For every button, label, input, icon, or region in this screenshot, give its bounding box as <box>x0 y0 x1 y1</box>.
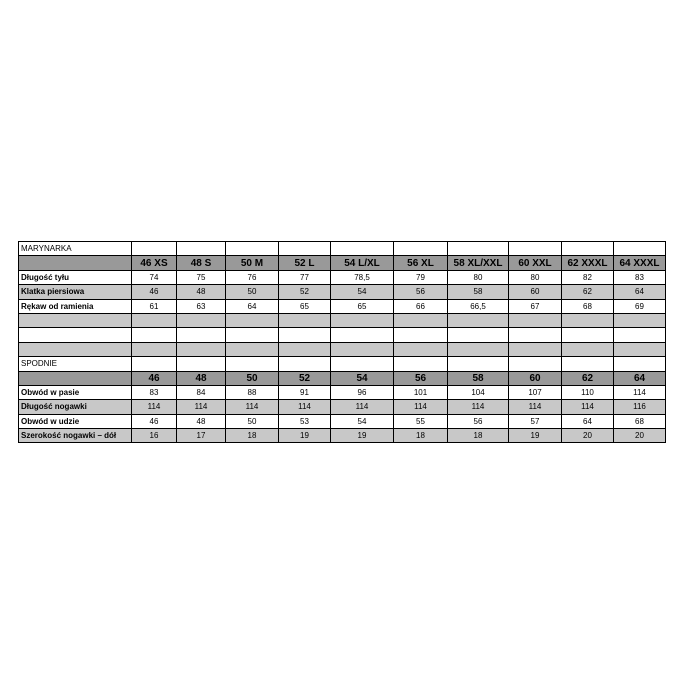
spodnie-measurement-value: 17 <box>177 429 226 443</box>
spodnie-measurement-value: 114 <box>394 400 448 414</box>
spodnie-measurement-value: 68 <box>614 414 666 428</box>
empty-cell <box>279 242 331 256</box>
spodnie-size-header: 48 <box>177 371 226 385</box>
empty-cell <box>614 313 666 327</box>
empty-cell <box>177 313 226 327</box>
marynarka-size-header-row <box>19 256 666 270</box>
empty-cell <box>132 357 177 371</box>
marynarka-measurement-label: Rękaw od ramienia <box>19 299 132 313</box>
empty-cell <box>614 328 666 342</box>
marynarka-measurement-value: 82 <box>562 270 614 284</box>
marynarka-size-header: 54 L/XL <box>331 256 394 270</box>
empty-cell <box>394 328 448 342</box>
marynarka-measurement-value: 78,5 <box>331 270 394 284</box>
empty-cell <box>132 242 177 256</box>
empty-cell <box>448 357 509 371</box>
empty-cell <box>177 342 226 356</box>
marynarka-measurement-value: 54 <box>331 285 394 299</box>
marynarka-measurement-value: 83 <box>614 270 666 284</box>
empty-cell <box>19 342 132 356</box>
spodnie-measurement-label: Obwód w udzie <box>19 414 132 428</box>
marynarka-measurement-value: 64 <box>614 285 666 299</box>
empty-cell <box>132 342 177 356</box>
spodnie-size-header: 54 <box>331 371 394 385</box>
marynarka-measurement-value: 50 <box>226 285 279 299</box>
marynarka-size-header: 60 XXL <box>509 256 562 270</box>
spodnie-size-header: 50 <box>226 371 279 385</box>
marynarka-measurement-value: 80 <box>448 270 509 284</box>
size-chart-table <box>18 241 666 443</box>
empty-cell <box>394 242 448 256</box>
marynarka-size-header: 56 XL <box>394 256 448 270</box>
empty-cell <box>226 242 279 256</box>
empty-cell <box>331 357 394 371</box>
empty-cell <box>394 313 448 327</box>
empty-cell <box>394 342 448 356</box>
empty-cell <box>226 313 279 327</box>
spodnie-measurement-value: 114 <box>279 400 331 414</box>
empty-cell <box>177 357 226 371</box>
spodnie-measurement-value: 53 <box>279 414 331 428</box>
spodnie-measurement-value: 107 <box>509 385 562 399</box>
empty-cell <box>331 242 394 256</box>
empty-cell <box>331 313 394 327</box>
marynarka-measurement-value: 52 <box>279 285 331 299</box>
marynarka-size-header: 46 XS <box>132 256 177 270</box>
spodnie-title-row <box>19 357 666 371</box>
empty-cell <box>562 313 614 327</box>
empty-cell <box>509 357 562 371</box>
marynarka-measurement-value: 77 <box>279 270 331 284</box>
spodnie-measurement-value: 16 <box>132 429 177 443</box>
spodnie-size-header: 64 <box>614 371 666 385</box>
marynarka-size-header: 50 M <box>226 256 279 270</box>
spodnie-measurement-value: 57 <box>509 414 562 428</box>
spodnie-measurement-value: 18 <box>448 429 509 443</box>
empty-cell <box>614 242 666 256</box>
marynarka-title-row <box>19 242 666 256</box>
empty-cell <box>448 242 509 256</box>
marynarka-measurement-value: 79 <box>394 270 448 284</box>
marynarka-measurement-value: 67 <box>509 299 562 313</box>
spodnie-measurement-value: 19 <box>509 429 562 443</box>
spodnie-measurement-value: 19 <box>279 429 331 443</box>
empty-cell <box>394 357 448 371</box>
empty-cell <box>19 371 132 385</box>
spodnie-size-header-row <box>19 371 666 385</box>
marynarka-size-header: 58 XL/XXL <box>448 256 509 270</box>
marynarka-measurement-row <box>19 299 666 313</box>
marynarka-size-header: 64 XXXL <box>614 256 666 270</box>
spodnie-measurement-value: 18 <box>394 429 448 443</box>
marynarka-measurement-value: 66,5 <box>448 299 509 313</box>
spodnie-size-header: 58 <box>448 371 509 385</box>
marynarka-measurement-value: 48 <box>177 285 226 299</box>
empty-cell <box>448 342 509 356</box>
spodnie-measurement-label: Obwód w pasie <box>19 385 132 399</box>
empty-cell <box>19 256 132 270</box>
marynarka-measurement-value: 80 <box>509 270 562 284</box>
spodnie-title: SPODNIE <box>19 357 132 371</box>
spodnie-measurement-value: 46 <box>132 414 177 428</box>
spodnie-measurement-value: 114 <box>132 400 177 414</box>
spodnie-size-header: 46 <box>132 371 177 385</box>
marynarka-measurement-value: 61 <box>132 299 177 313</box>
spodnie-measurement-value: 64 <box>562 414 614 428</box>
spodnie-measurement-value: 55 <box>394 414 448 428</box>
empty-cell <box>562 242 614 256</box>
spodnie-measurement-value: 114 <box>562 400 614 414</box>
spodnie-measurement-row <box>19 400 666 414</box>
empty-cell <box>226 342 279 356</box>
spodnie-measurement-value: 20 <box>562 429 614 443</box>
empty-cell <box>509 242 562 256</box>
empty-cell <box>448 328 509 342</box>
marynarka-size-header: 62 XXXL <box>562 256 614 270</box>
spodnie-size-header: 52 <box>279 371 331 385</box>
spodnie-measurement-value: 114 <box>226 400 279 414</box>
empty-cell <box>562 328 614 342</box>
marynarka-measurement-value: 75 <box>177 270 226 284</box>
empty-cell <box>19 313 132 327</box>
spodnie-measurement-row <box>19 414 666 428</box>
spodnie-measurement-value: 83 <box>132 385 177 399</box>
spodnie-measurement-value: 18 <box>226 429 279 443</box>
marynarka-measurement-label: Klatka piersiowa <box>19 285 132 299</box>
spodnie-measurement-value: 54 <box>331 414 394 428</box>
spodnie-measurement-value: 114 <box>177 400 226 414</box>
empty-cell <box>19 328 132 342</box>
empty-cell <box>331 328 394 342</box>
spodnie-measurement-label: Długość nogawki <box>19 400 132 414</box>
marynarka-measurement-row <box>19 270 666 284</box>
spodnie-measurement-value: 56 <box>448 414 509 428</box>
empty-cell <box>177 328 226 342</box>
marynarka-measurement-value: 65 <box>279 299 331 313</box>
marynarka-title: MARYNARKA <box>19 242 132 256</box>
empty-cell <box>614 342 666 356</box>
spodnie-measurement-value: 88 <box>226 385 279 399</box>
marynarka-measurement-value: 62 <box>562 285 614 299</box>
spodnie-measurement-value: 104 <box>448 385 509 399</box>
empty-cell <box>509 342 562 356</box>
marynarka-size-header: 52 L <box>279 256 331 270</box>
spodnie-measurement-value: 116 <box>614 400 666 414</box>
marynarka-measurement-value: 76 <box>226 270 279 284</box>
spodnie-measurement-value: 48 <box>177 414 226 428</box>
empty-cell <box>509 328 562 342</box>
marynarka-measurement-label: Długość tyłu <box>19 270 132 284</box>
marynarka-measurement-value: 68 <box>562 299 614 313</box>
blank-row <box>19 342 666 356</box>
empty-cell <box>279 342 331 356</box>
spodnie-measurement-value: 96 <box>331 385 394 399</box>
empty-cell <box>279 313 331 327</box>
empty-cell <box>279 357 331 371</box>
empty-cell <box>226 357 279 371</box>
marynarka-measurement-value: 64 <box>226 299 279 313</box>
blank-row <box>19 313 666 327</box>
marynarka-measurement-row <box>19 285 666 299</box>
size-chart-body <box>19 242 666 443</box>
spodnie-measurement-value: 110 <box>562 385 614 399</box>
empty-cell <box>509 313 562 327</box>
marynarka-measurement-value: 65 <box>331 299 394 313</box>
spodnie-measurement-value: 50 <box>226 414 279 428</box>
spodnie-measurement-row <box>19 385 666 399</box>
empty-cell <box>562 357 614 371</box>
marynarka-measurement-value: 74 <box>132 270 177 284</box>
spodnie-size-header: 56 <box>394 371 448 385</box>
marynarka-measurement-value: 63 <box>177 299 226 313</box>
marynarka-measurement-value: 46 <box>132 285 177 299</box>
empty-cell <box>132 328 177 342</box>
spodnie-measurement-value: 20 <box>614 429 666 443</box>
empty-cell <box>614 357 666 371</box>
spodnie-measurement-value: 19 <box>331 429 394 443</box>
marynarka-measurement-value: 58 <box>448 285 509 299</box>
empty-cell <box>331 342 394 356</box>
empty-cell <box>177 242 226 256</box>
spodnie-measurement-value: 114 <box>331 400 394 414</box>
marynarka-measurement-value: 56 <box>394 285 448 299</box>
spodnie-size-header: 60 <box>509 371 562 385</box>
spodnie-measurement-value: 114 <box>614 385 666 399</box>
marynarka-size-header: 48 S <box>177 256 226 270</box>
empty-cell <box>279 328 331 342</box>
empty-cell <box>562 342 614 356</box>
spodnie-measurement-value: 114 <box>448 400 509 414</box>
marynarka-measurement-value: 69 <box>614 299 666 313</box>
spodnie-measurement-value: 101 <box>394 385 448 399</box>
marynarka-measurement-value: 60 <box>509 285 562 299</box>
spodnie-measurement-value: 91 <box>279 385 331 399</box>
spodnie-measurement-row <box>19 429 666 443</box>
blank-row <box>19 328 666 342</box>
empty-cell <box>132 313 177 327</box>
empty-cell <box>226 328 279 342</box>
spodnie-size-header: 62 <box>562 371 614 385</box>
spodnie-measurement-value: 84 <box>177 385 226 399</box>
marynarka-measurement-value: 66 <box>394 299 448 313</box>
empty-cell <box>448 313 509 327</box>
spodnie-measurement-value: 114 <box>509 400 562 414</box>
spodnie-measurement-label: Szerokość nogawki – dół <box>19 429 132 443</box>
